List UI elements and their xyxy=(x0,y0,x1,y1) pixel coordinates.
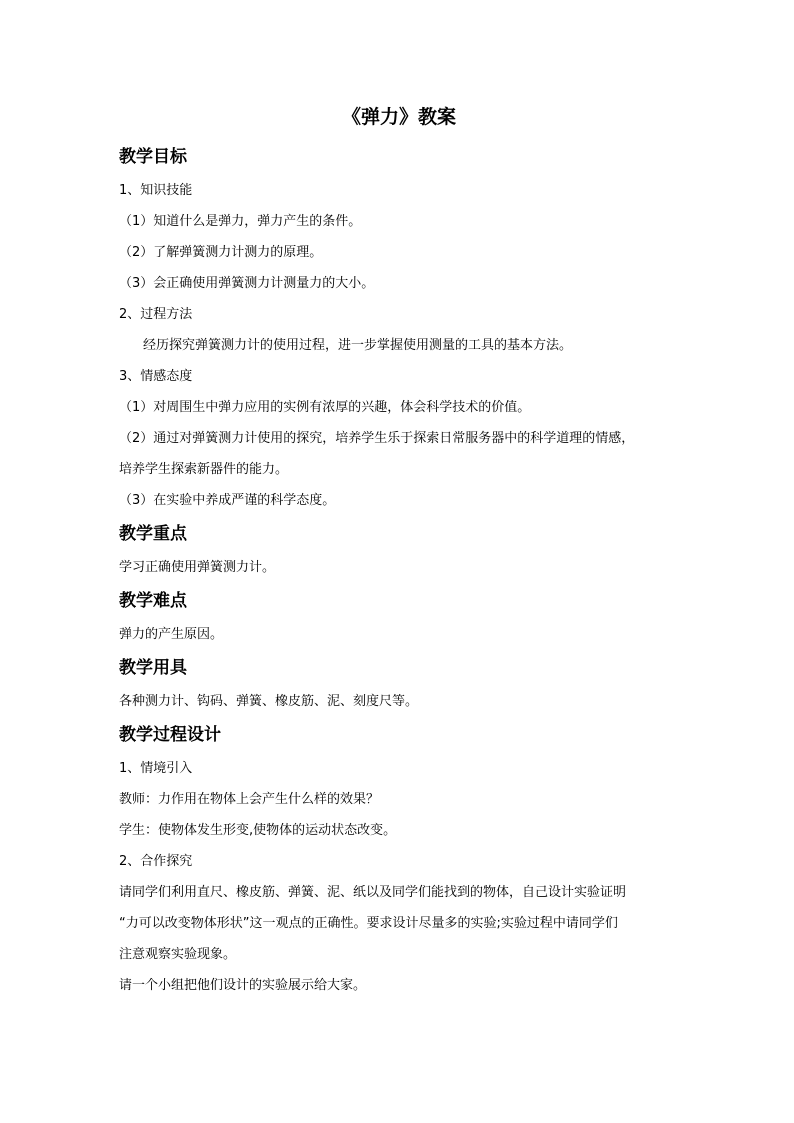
document-content xyxy=(119,104,679,1001)
objective-1-1: （1）知道什么是弹力，弹力产生的条件。 xyxy=(119,214,362,229)
document-title: 《弹力》教案 xyxy=(341,106,456,128)
objective-3-2a: （2）通过对弹簧测力计使用的探究，培养学生乐于探索日常服务器中的科学道理的情感， xyxy=(119,431,635,446)
objective-1-3: （3）会正确使用弹簧测力计测量力的大小。 xyxy=(119,276,375,291)
process-para-1a: 请同学们利用直尺、橡皮筋、弹簧、泥、纸以及同学们能找到的物体，自己设计实验证明 xyxy=(119,885,627,900)
process-teacher-line: 教师：力作用在物体上会产生什么样的效果？ xyxy=(119,792,380,807)
heading-objectives: 教学目标 xyxy=(119,147,187,167)
process-para-1c: 注意观察实验现象。 xyxy=(119,947,237,962)
objective-1-title: 1、知识技能 xyxy=(119,183,193,198)
process-student-line: 学生：使物体发生形变,使物体的运动状态改变。 xyxy=(119,823,397,838)
objective-3-3: （3）在实验中养成严谨的科学态度。 xyxy=(119,493,336,508)
heading-tools: 教学用具 xyxy=(119,658,187,678)
process-para-1b: “力可以改变物体形状”这一观点的正确性。要求设计尽量多的实验;实验过程中请同学们 xyxy=(119,916,618,931)
heading-key-points: 教学重点 xyxy=(119,524,187,544)
tools-text: 各种测力计、钩码、弹簧、橡皮筋、泥、刻度尺等。 xyxy=(119,694,419,709)
heading-difficulties: 教学难点 xyxy=(119,591,187,611)
heading-process: 教学过程设计 xyxy=(119,725,221,745)
key-points-text: 学习正确使用弹簧测力计。 xyxy=(119,560,276,575)
process-step-2-title: 2、合作探究 xyxy=(119,854,193,869)
objective-2-1: 经历探究弹簧测力计的使用过程，进一步掌握使用测量的工具的基本方法。 xyxy=(143,338,573,353)
difficulties-text: 弹力的产生原因。 xyxy=(119,627,224,642)
objective-3-2b: 培养学生探索新器件的能力。 xyxy=(119,462,289,477)
objective-3-title: 3、情感态度 xyxy=(119,369,193,384)
objective-2-title: 2、过程方法 xyxy=(119,307,193,322)
process-para-2: 请一个小组把他们设计的实验展示给大家。 xyxy=(119,978,367,993)
process-step-1-title: 1、情境引入 xyxy=(119,761,193,776)
objective-1-2: （2）了解弹簧测力计测力的原理。 xyxy=(119,245,323,260)
objective-3-1: （1）对周围生中弹力应用的实例有浓厚的兴趣，体会科学技术的价值。 xyxy=(119,400,531,415)
